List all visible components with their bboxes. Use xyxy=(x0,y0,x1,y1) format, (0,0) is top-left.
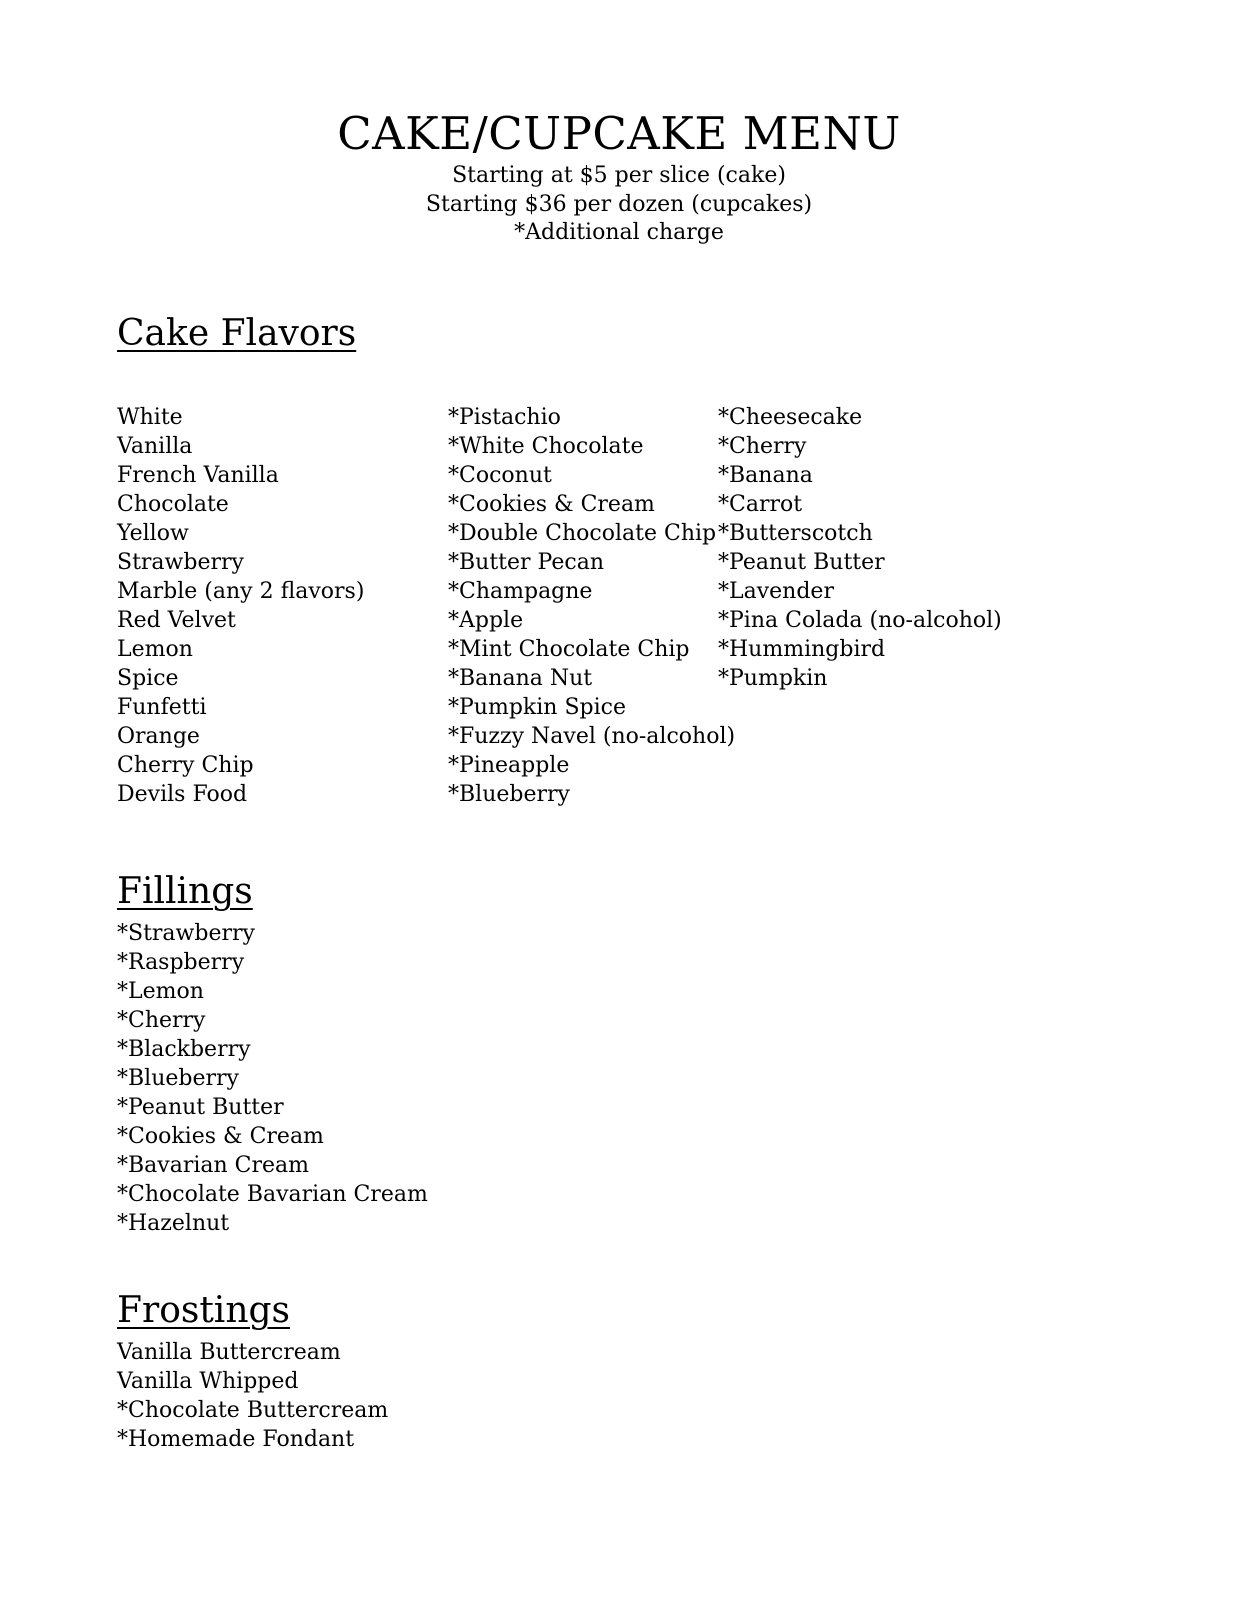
list-item: Vanilla Buttercream xyxy=(117,1340,341,1365)
list-item: *Pineapple xyxy=(448,753,570,778)
list-item: *Pistachio xyxy=(448,405,561,430)
fillings-heading: Fillings xyxy=(117,871,253,912)
cake-flavors-heading: Cake Flavors xyxy=(117,313,357,354)
list-item: Orange xyxy=(117,724,200,749)
price-cupcakes: Starting $36 per dozen (cupcakes) xyxy=(425,191,813,217)
fillings-list xyxy=(117,919,428,1238)
list-item: *Pina Colada (no-alcohol) xyxy=(718,608,1002,633)
price-cake: Starting at $5 per slice (cake) xyxy=(452,163,786,188)
list-item: French Vanilla xyxy=(117,463,279,488)
list-item: *Champagne xyxy=(448,579,593,604)
list-item: White xyxy=(117,405,183,430)
list-item: *Hazelnut xyxy=(117,1211,230,1236)
list-item: *Cookies & Cream xyxy=(448,492,655,517)
list-item: Funfetti xyxy=(117,695,207,720)
list-item: Red Velvet xyxy=(117,608,236,633)
list-item: Vanilla xyxy=(117,434,193,459)
list-item: *Butterscotch xyxy=(718,521,873,546)
list-item: *White Chocolate xyxy=(448,434,644,459)
list-item: *Banana Nut xyxy=(448,666,593,691)
cake-flavors-column-3 xyxy=(718,403,1002,693)
list-item: *Cookies & Cream xyxy=(117,1124,324,1149)
list-item: *Banana xyxy=(718,463,813,488)
frostings-list xyxy=(117,1338,388,1454)
list-item: *Apple xyxy=(448,608,524,633)
list-item: *Chocolate Bavarian Cream xyxy=(117,1182,428,1207)
list-item: *Carrot xyxy=(718,492,803,517)
list-item: *Double Chocolate Chip xyxy=(448,521,717,546)
additional-charge-note: *Additional charge xyxy=(514,220,724,245)
list-item: *Coconut xyxy=(448,463,552,488)
list-item: Yellow xyxy=(117,521,189,546)
list-item: *Fuzzy Navel (no-alcohol) xyxy=(448,724,736,749)
frostings-heading: Frostings xyxy=(117,1290,291,1331)
cake-flavors-column-2 xyxy=(448,403,735,809)
list-item: Strawberry xyxy=(117,550,244,575)
list-item: Lemon xyxy=(117,637,193,662)
cake-flavors-column-1 xyxy=(117,403,364,809)
list-item: *Peanut Butter xyxy=(718,550,885,575)
page-title: CAKE/CUPCAKE MENU xyxy=(337,107,901,160)
list-item: *Blueberry xyxy=(448,782,570,807)
list-item: Vanilla Whipped xyxy=(117,1369,299,1394)
menu-header xyxy=(0,106,1238,248)
list-item: *Strawberry xyxy=(117,921,255,946)
list-item: *Cherry xyxy=(718,434,807,459)
list-item: *Homemade Fondant xyxy=(117,1427,355,1452)
list-item: Cherry Chip xyxy=(117,753,254,778)
list-item: *Mint Chocolate Chip xyxy=(448,637,690,662)
list-item: *Chocolate Buttercream xyxy=(117,1398,389,1423)
list-item: *Hummingbird xyxy=(718,637,886,662)
list-item: *Raspberry xyxy=(117,950,245,975)
list-item: *Lavender xyxy=(718,579,834,604)
list-item: *Pumpkin Spice xyxy=(448,695,626,720)
list-item: *Peanut Butter xyxy=(117,1095,284,1120)
list-item: *Cheesecake xyxy=(718,405,863,430)
list-item: *Bavarian Cream xyxy=(117,1153,310,1178)
list-item: Chocolate xyxy=(117,492,229,517)
list-item: Spice xyxy=(117,666,179,691)
list-item: Devils Food xyxy=(117,782,248,807)
list-item: *Cherry xyxy=(117,1008,206,1033)
list-item: *Butter Pecan xyxy=(448,550,604,575)
list-item: *Lemon xyxy=(117,979,204,1004)
list-item: *Blueberry xyxy=(117,1066,239,1091)
list-item: *Blackberry xyxy=(117,1037,251,1062)
list-item: *Pumpkin xyxy=(718,666,828,691)
list-item: Marble (any 2 flavors) xyxy=(117,579,365,604)
